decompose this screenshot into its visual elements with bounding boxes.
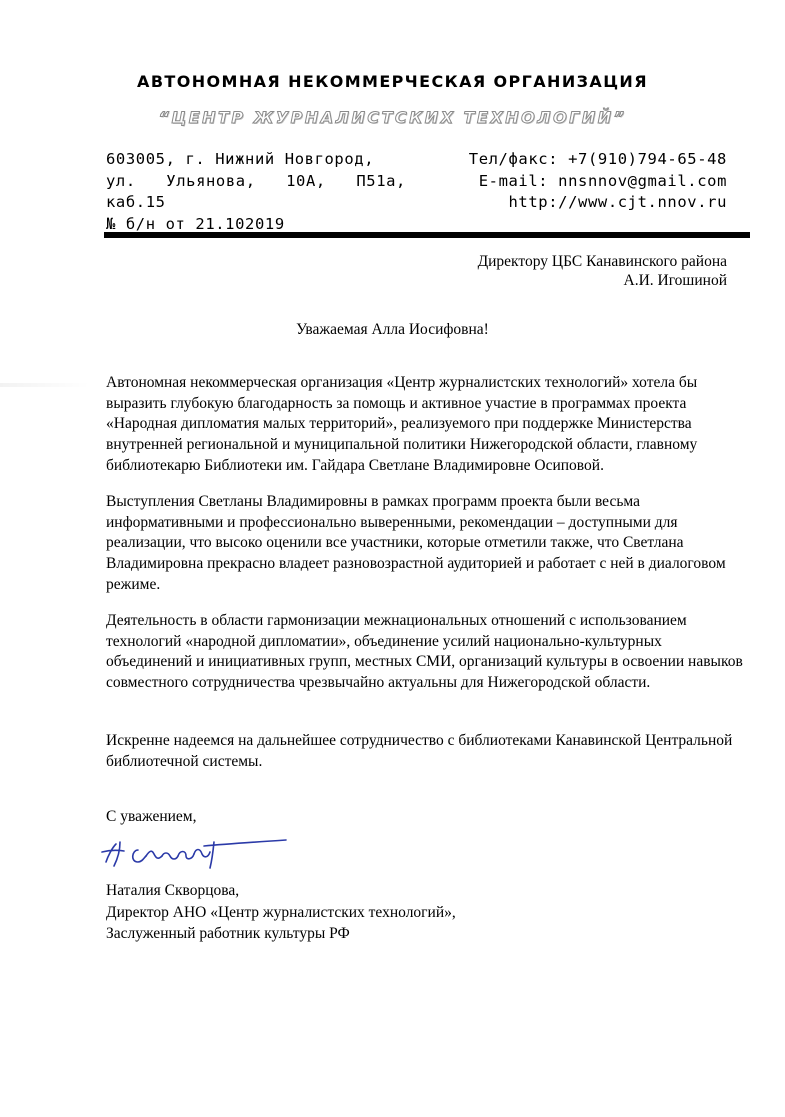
signer-honorary-title: Заслуженный работник культуры РФ (106, 925, 350, 942)
signer-name: Наталия Скворцова, (106, 882, 240, 899)
address-line-city: 603005, г. Нижний Новгород, (106, 150, 375, 168)
address-line-street: ул. Ульянова, 10А, П51а, (106, 171, 406, 190)
recipient-name: А.И. Игошиной (623, 272, 727, 289)
organization-name: “ЦЕНТР ЖУРНАЛИСТСКИХ ТЕХНОЛОГИЙ” (158, 108, 627, 127)
body-paragraph-2: Выступления Светланы Владимировны в рамках программ проекта были весьма информативными и профессионально выверенными, рекомендации – доступными для реализации, что высоко оценили все участники, которые отметили также, что Светлана Владимировна прекрасно владеет разновозрастной аудиторией и работает с ней в диалоговом режиме. (106, 493, 726, 593)
postal-address-block (106, 149, 406, 235)
email-address: E-mail: nnsnnov@gmail.com (478, 171, 727, 190)
header-divider (104, 232, 750, 238)
scan-artifact (0, 383, 90, 387)
salutation: Уважаемая Алла Иосифовна! (296, 321, 489, 338)
body-paragraph-1: Автономная некоммерческая организация «Центр журналистских технологий» хотела бы выразить глубокую благодарность за помощь и активное участие в программах проекта «Народная дипломатия малых территорий», реализуемого при поддержке Министерства внутренней региональной и муниципальной политики Нижегородской области, главному библиотекарю Библиотеки им. Гайдара Светлане Владимировне Осиповой. (106, 374, 698, 474)
recipient-block (478, 252, 727, 290)
contact-block (469, 149, 727, 214)
organization-type-title: АВТОНОМНАЯ НЕКОММЕРЧЕСКАЯ ОРГАНИЗАЦИЯ (137, 72, 648, 91)
handwritten-signature (96, 828, 296, 878)
closing-phrase: С уважением, (106, 808, 197, 825)
phone-fax: Тел/факс: +7(910)794-65-48 (468, 150, 727, 168)
document-reference: № б/н от 21.102019 (106, 214, 285, 233)
signer-position: Директор АНО «Центр журналистских технологий», (106, 903, 456, 921)
website-url: http://www.cjt.nnov.ru (508, 193, 727, 211)
address-line-office: каб.15 (106, 193, 166, 211)
body-paragraph-4: Искренне надеемся на дальнейшее сотрудничество с библиотеками Канавинской Центральной библиотечной системы. (106, 732, 733, 770)
recipient-position: Директору ЦБС Канавинского района (477, 253, 727, 270)
body-paragraph-3: Деятельность в области гармонизации межнациональных отношений с использованием технологий «народной дипломатии», объединение усилий национально-культурных объединений и инициативных групп, местных СМИ, организаций культуры в освоении навыков совместного сотрудничества чрезвычайно актуальны для Нижегородской области. (106, 612, 743, 692)
signer-block (106, 880, 456, 945)
